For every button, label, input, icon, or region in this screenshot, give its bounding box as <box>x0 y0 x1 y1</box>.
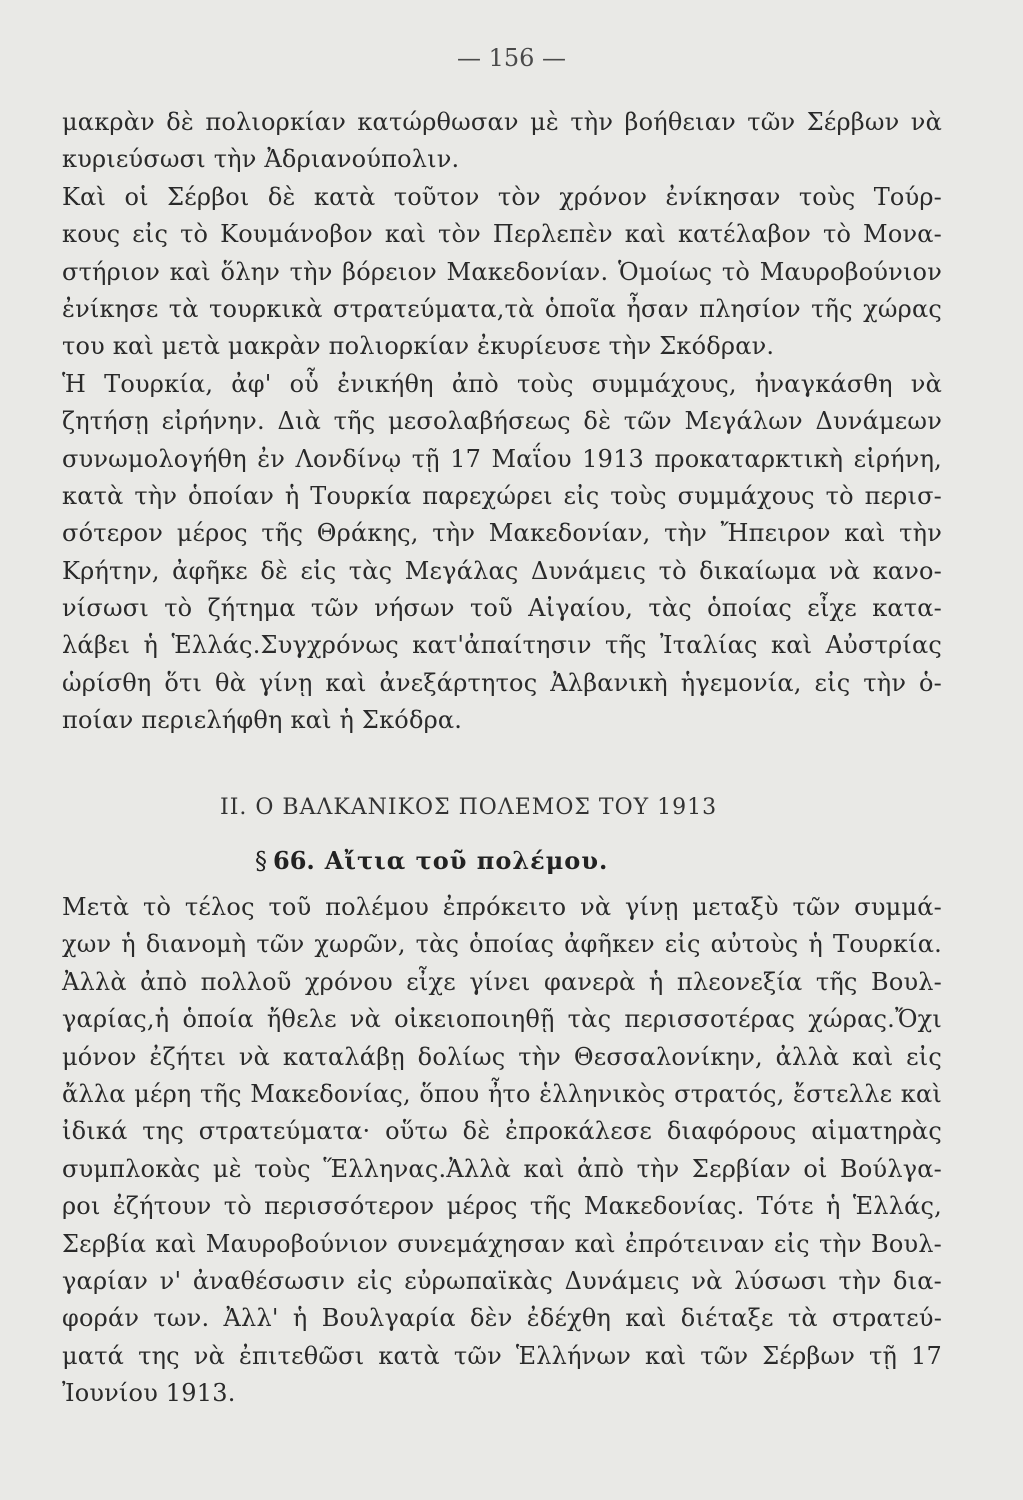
text-line: κους εἰς τὸ Κουμάνοβον καὶ τὸν Περλεπὲν καὶ κατέλαβον τὸ Μονα- <box>62 220 942 249</box>
text-line: μόνον ἐζήτει νὰ καταλάβῃ δολίως τὴν Θεσσαλονίκην, ἀλλὰ καὶ εἰς <box>62 1042 942 1071</box>
text-line: κατὰ τὴν ὁποίαν ἡ Τουρκία παρεχώρει εἰς τοὺς συμμάχους τὸ περισ- <box>62 481 942 510</box>
text-line: στήριον καὶ ὅλην τὴν βόρειον Μακεδονίαν. Ὁμοίως τὸ Μαυροβούνιον <box>62 257 942 286</box>
subsection-title: Αἴτια τοῦ πολέμου. <box>324 846 609 875</box>
paragraph-bottom <box>62 889 942 1412</box>
text-line: χων ἡ διανομὴ τῶν χωρῶν, τὰς ὁποίας ἀφῆκεν εἰς αὐτοὺς ἡ Τουρκία. <box>62 930 942 959</box>
text-line: ζητήσῃ εἰρήνην. Διὰ τῆς μεσολαβήσεως δὲ τῶν Μεγάλων Δυνάμεων <box>62 407 942 436</box>
paragraph-top <box>62 104 942 740</box>
text-line: ποίαν περιελήφθη καὶ ἡ Σκόδρα. <box>62 706 463 735</box>
text-line: Κρήτην, ἀφῆκε δὲ εἰς τὰς Μεγάλας Δυνάμεις τὸ δικαίωμα νὰ κανο- <box>62 556 942 585</box>
text-line: συμπλοκὰς μὲ τοὺς Ἕλληνας.Ἀλλὰ καὶ ἀπὸ τὴν Σερβίαν οἱ Βούλγα- <box>62 1154 942 1183</box>
text-line: ἄλλα μέρη τῆς Μακεδονίας, ὅπου ἦτο ἑλληνικὸς στρατός, ἔστελλε καὶ <box>62 1079 942 1108</box>
text-line: μακρὰν δὲ πολιορκίαν κατώρθωσαν μὲ τὴν βοήθειαν τῶν Σέρβων νὰ <box>62 108 942 136</box>
text-line: ὡρίσθη ὅτι θὰ γίνῃ καὶ ἀνεξάρτητος Ἀλβανικὴ ἡγεμονία, εἰς τὴν ὁ- <box>62 668 942 697</box>
text-line: Ἀλλὰ ἀπὸ πολλοῦ χρόνου εἶχε γίνει φανερὰ ἡ πλεονεξία τῆς Βουλ- <box>62 967 942 996</box>
text-line: γαρίας,ἡ ὁποία ἤθελε νὰ οἰκειοποιηθῇ τὰς περισσοτέρας χώρας.Ὄχι <box>62 1005 942 1034</box>
text-line: Ἰουνίου 1913. <box>62 1379 236 1408</box>
text-line: λάβει ἡ Ἑλλάς.Συγχρόνως κατ'ἀπαίτησιν τῆς Ἰταλίας καὶ Αὐστρίας <box>62 631 942 660</box>
text-line: ματά της νὰ ἐπιτεθῶσι κατὰ τῶν Ἑλλήνων καὶ τῶν Σέρβων τῇ 17 <box>62 1341 942 1370</box>
text-line: ροι ἐζήτουν τὸ περισσότερον μέρος τῆς Μακεδονίας. Τότε ἡ Ἑλλάς, <box>62 1192 942 1221</box>
text-line: κυριεύσωσι τὴν Ἀδριανούπολιν. <box>62 145 460 174</box>
section-symbol: § <box>255 847 267 875</box>
subsection-number: 66. <box>273 846 315 875</box>
text-line: Μετὰ τὸ τέλος τοῦ πολέμου ἐπρόκειτο νὰ γίνῃ μεταξὺ τῶν συμμά- <box>62 893 942 921</box>
text-line: ἰδικά της στρατεύματα· οὕτω δὲ ἐπροκάλεσε διαφόρους αἱματηρὰς <box>62 1117 942 1146</box>
subsection-heading <box>255 846 608 875</box>
page-number: — 156 — <box>456 44 567 72</box>
text-line: σότερον μέρος τῆς Θράκης, τὴν Μακεδονίαν, τὴν Ἤπειρον καὶ τὴν <box>62 519 942 548</box>
text-line: Καὶ οἱ Σέρβοι δὲ κατὰ τοῦτον τὸν χρόνον ἐνίκησαν τοὺς Τούρ- <box>62 182 942 211</box>
text-line: φοράν των. Ἀλλ' ἡ Βουλγαρία δὲν ἐδέχθη καὶ διέταξε τὰ στρατεύ- <box>62 1304 942 1333</box>
text-line: νίσωσι τὸ ζήτημα τῶν νήσων τοῦ Αἰγαίου, τὰς ὁποίας εἶχε κατα- <box>62 594 942 623</box>
section-heading: II. Ο ΒΑΛΚΑΝΙΚΟΣ ΠΟΛΕΜΟΣ ΤΟΥ 1913 <box>220 795 718 820</box>
text-line: του καὶ μετὰ μακρὰν πολιορκίαν ἐκυρίευσε τὴν Σκόδραν. <box>62 332 775 361</box>
text-line: συνωμολογήθη ἐν Λονδίνῳ τῇ 17 Μαΐου 1913 προκαταρκτικὴ εἰρήνη, <box>62 444 942 473</box>
text-line: Ἡ Τουρκία, ἀφ' οὗ ἐνικήθη ἀπὸ τοὺς συμμάχους, ἠναγκάσθη νὰ <box>62 369 942 398</box>
text-line: γαρίαν ν' ἀναθέσωσιν εἰς εὐρωπαϊκὰς Δυνάμεις νὰ λύσωσι τὴν δια- <box>62 1266 942 1295</box>
text-line: ἐνίκησε τὰ τουρκικὰ στρατεύματα,τὰ ὁποῖα ἦσαν πλησίον τῆς χώρας <box>62 294 942 323</box>
text-line: Σερβία καὶ Μαυροβούνιον συνεμάχησαν καὶ ἐπρότειναν εἰς τὴν Βουλ- <box>62 1229 942 1258</box>
